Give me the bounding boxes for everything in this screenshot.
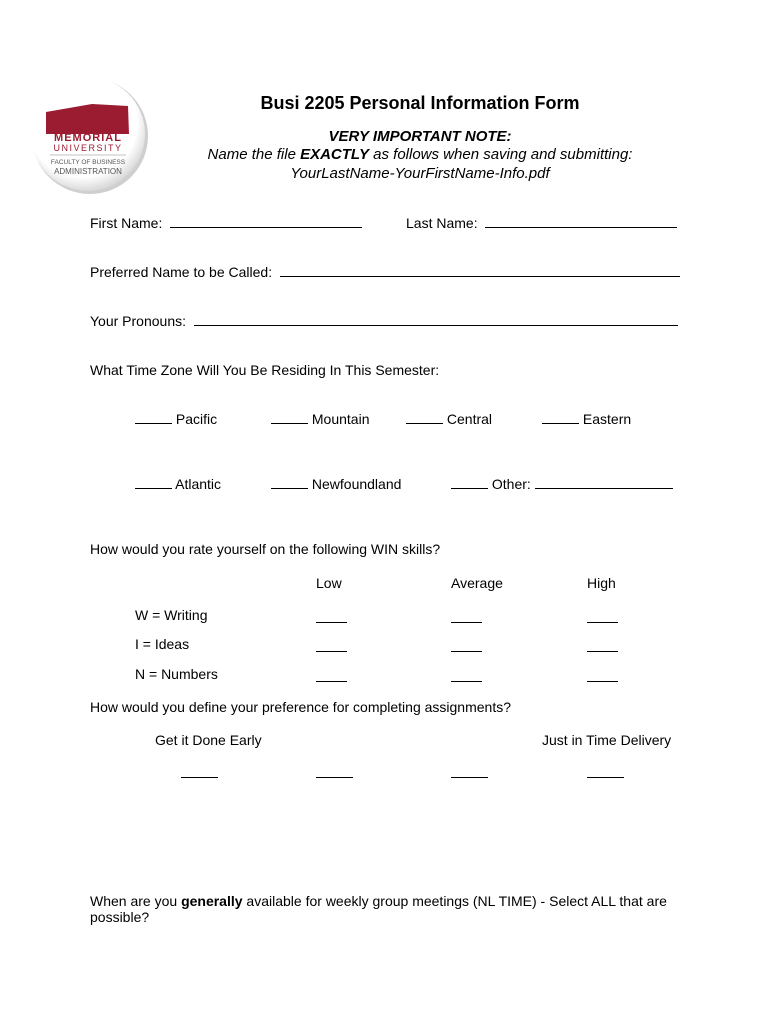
scale-blank-4[interactable] <box>587 765 624 778</box>
tz-option-central[interactable] <box>406 411 492 427</box>
win-numbers-average-blank[interactable] <box>451 669 482 682</box>
availability-pre: When are you <box>90 893 182 909</box>
tz-option-pacific[interactable] <box>135 411 217 427</box>
tz-blank[interactable] <box>135 411 172 424</box>
tz-blank[interactable] <box>542 411 579 424</box>
tz-option-eastern[interactable] <box>542 411 631 427</box>
pronouns-field[interactable] <box>90 313 678 329</box>
win-ideas-high-blank[interactable] <box>587 639 618 652</box>
win-numbers-low-blank[interactable] <box>316 669 347 682</box>
note-pre: Name the file <box>207 146 301 163</box>
win-row-numbers: N = Numbers <box>135 666 218 682</box>
logo-line-4: ADMINISTRATION <box>54 167 122 176</box>
scale-right-label: Just in Time Delivery <box>542 732 672 748</box>
note-emphasis: EXACTLY <box>300 146 369 163</box>
scale-blank-3[interactable] <box>451 765 488 778</box>
tz-blank[interactable] <box>406 411 443 424</box>
note-post: as follows when saving and submitting: <box>368 146 633 163</box>
tz-label: Newfoundland <box>311 476 402 492</box>
availability-question <box>90 893 680 925</box>
tz-option-mountain[interactable] <box>271 411 369 427</box>
availability-emphasis: generally <box>181 893 243 909</box>
preferred-name-label: Preferred Name to be Called: <box>90 264 273 280</box>
tz-label: Pacific <box>175 411 218 427</box>
tz-blank[interactable] <box>451 476 488 489</box>
scale-blank-1[interactable] <box>181 765 218 778</box>
win-ideas-average-blank[interactable] <box>451 639 482 652</box>
first-name-blank[interactable] <box>170 215 362 228</box>
note-instruction <box>0 146 768 163</box>
win-ideas-low-blank[interactable] <box>316 639 347 652</box>
pronouns-blank[interactable] <box>194 313 678 326</box>
win-writing-high-blank[interactable] <box>587 610 618 623</box>
win-col-high: High <box>587 575 616 591</box>
tz-other-blank[interactable] <box>535 476 673 489</box>
tz-option-atlantic[interactable] <box>135 476 221 492</box>
scale-blank-2[interactable] <box>316 765 353 778</box>
tz-label: Eastern <box>582 411 632 427</box>
preferred-name-blank[interactable] <box>280 264 680 277</box>
logo-line-2: UNIVERSITY <box>53 143 123 153</box>
first-name-label: First Name: <box>90 215 163 231</box>
win-col-average: Average <box>451 575 503 591</box>
time-zone-question: What Time Zone Will You Be Residing In This Semester: <box>90 362 440 378</box>
tz-blank[interactable] <box>135 476 172 489</box>
page-title: Busi 2205 Personal Information Form <box>260 93 580 113</box>
tz-blank[interactable] <box>271 476 308 489</box>
pronouns-label: Your Pronouns: <box>90 313 186 329</box>
last-name-blank[interactable] <box>485 215 677 228</box>
win-numbers-high-blank[interactable] <box>587 669 618 682</box>
tz-blank[interactable] <box>271 411 308 424</box>
tz-label: Mountain <box>311 411 370 427</box>
tz-option-newfoundland[interactable] <box>271 476 401 492</box>
tz-option-other[interactable] <box>451 476 673 492</box>
scale-left-label: Get it Done Early <box>155 732 262 748</box>
filename-format: YourLastName-YourFirstName-Info.pdf <box>290 165 550 182</box>
win-skills-question: How would you rate yourself on the following WIN skills? <box>90 541 441 557</box>
win-row-ideas: I = Ideas <box>135 636 190 652</box>
first-name-field[interactable] <box>90 215 362 231</box>
win-col-low: Low <box>316 575 342 591</box>
win-writing-low-blank[interactable] <box>316 610 347 623</box>
win-row-writing: W = Writing <box>135 607 208 623</box>
availability-post: available for weekly group meetings (NL TIME) - Select ALL that are possible? <box>90 893 667 925</box>
logo-line-1: MEMORIAL <box>54 132 122 144</box>
tz-label: Atlantic <box>175 476 222 492</box>
tz-label: Other: <box>491 476 531 492</box>
note-heading: VERY IMPORTANT NOTE: <box>328 128 512 145</box>
tz-label: Central <box>446 411 493 427</box>
win-writing-average-blank[interactable] <box>451 610 482 623</box>
last-name-label: Last Name: <box>406 215 478 231</box>
preferred-name-field[interactable] <box>90 264 680 280</box>
logo-line-3: FACULTY OF BUSINESS <box>50 159 126 166</box>
last-name-field[interactable] <box>406 215 677 231</box>
assignments-question: How would you define your preference for completing assignments? <box>90 699 512 715</box>
